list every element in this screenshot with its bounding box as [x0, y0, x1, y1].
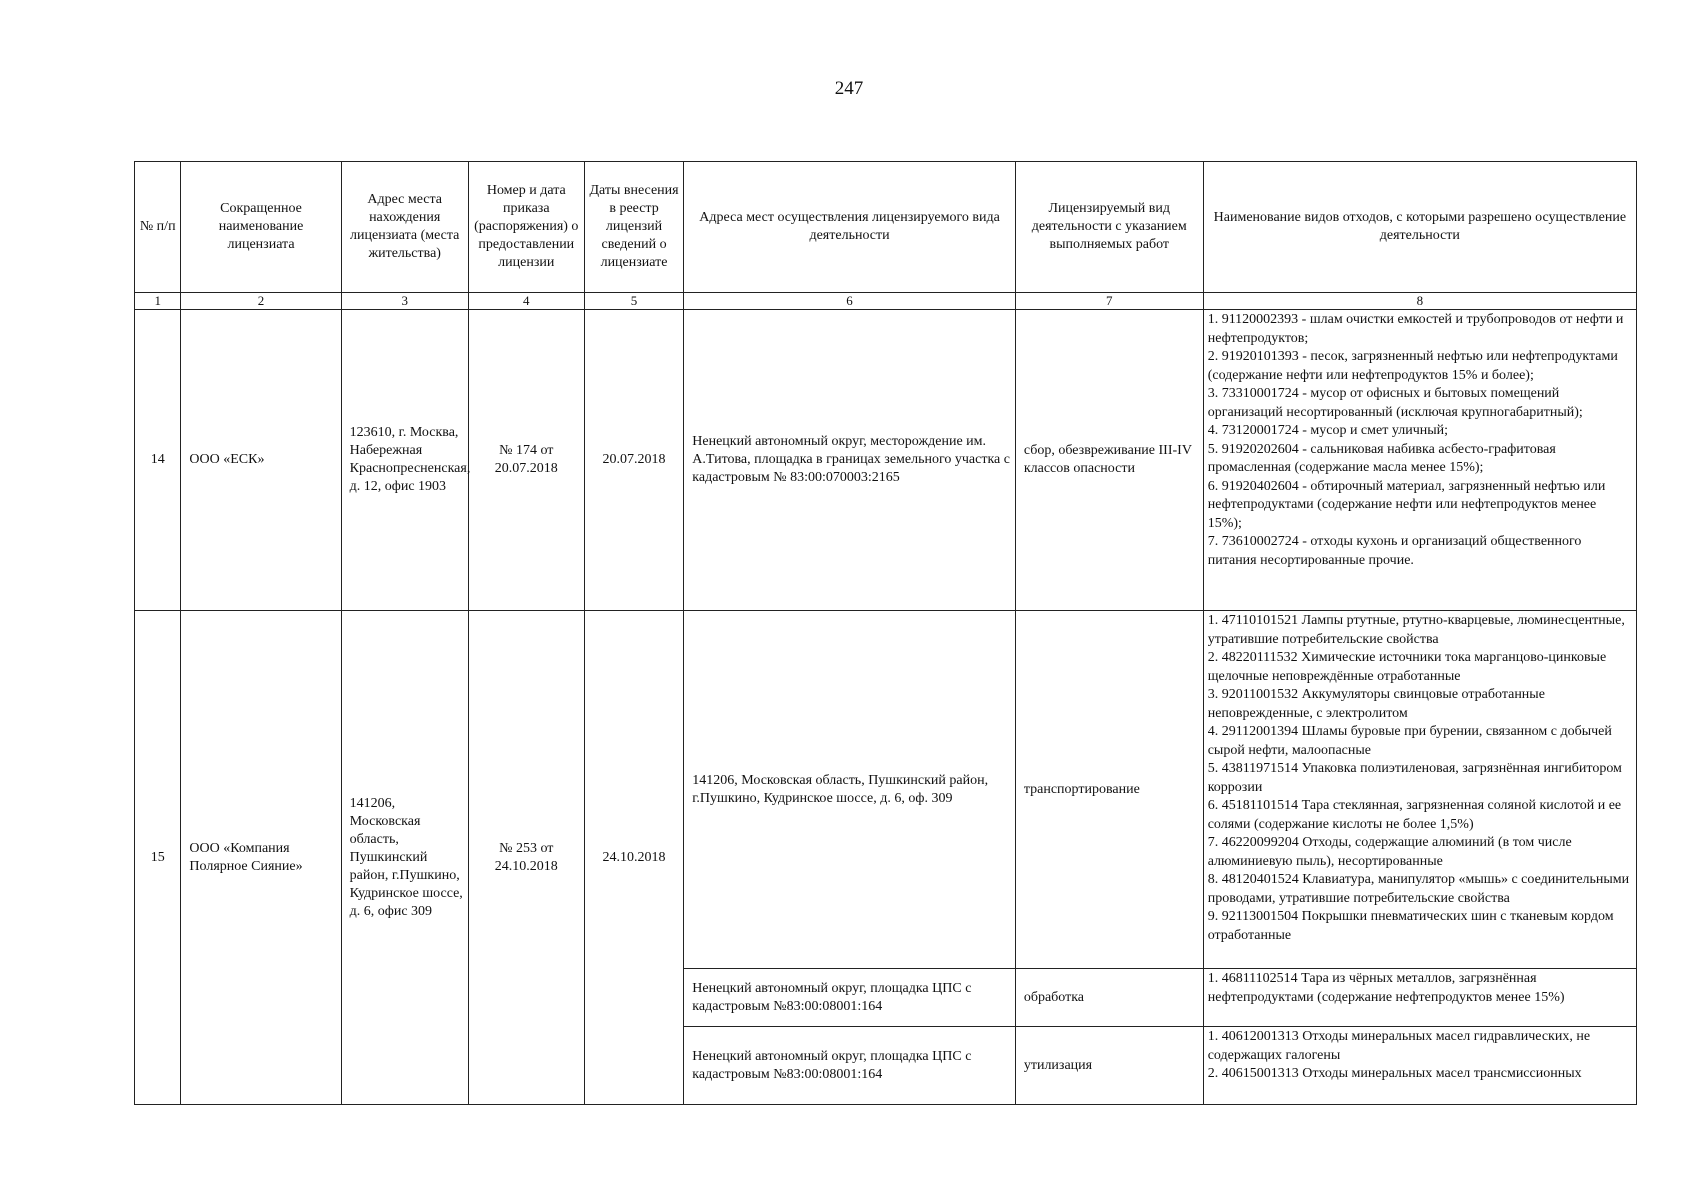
column-number: 7: [1015, 293, 1203, 310]
activity-location: Ненецкий автономный округ, месторождение им. А.Титова, площадка в границах земельного участка с кадастровым № 83:00:070003:2165: [684, 310, 1016, 611]
activity-type: утилизация: [1015, 1027, 1203, 1105]
column-number: 4: [468, 293, 584, 310]
column-number: 2: [181, 293, 341, 310]
waste-item: 5. 43811971514 Упаковка полиэтиленовая, загрязнённая ингибитором коррозии: [1207, 761, 1622, 795]
licensee-name: ООО «ЕСК»: [181, 310, 341, 611]
table-row: [135, 310, 1637, 611]
header-cell: Сокращенное наименование лицензиата: [181, 162, 341, 293]
activity-type: сбор, обезвреживание III-IV классов опасности: [1015, 310, 1203, 611]
row-number: 15: [135, 611, 181, 1105]
license-registry-table: [134, 161, 1637, 1105]
header-cell: Номер и дата приказа (распоряжения) о предоставлении лицензии: [468, 162, 584, 293]
column-number-row: [135, 293, 1637, 310]
waste-item: 9. 92113001504 Покрышки пневматических шин с тканевым кордом отработанные: [1207, 909, 1614, 943]
activity-type: обработка: [1015, 969, 1203, 1027]
activity-location: Ненецкий автономный округ, площадка ЦПС с кадастровым №83:00:08001:164: [684, 969, 1016, 1027]
table-header-row: [135, 162, 1637, 293]
waste-item: 6. 45181101514 Тара стеклянная, загрязненная соляной кислотой и ее солями (содержание кислоты не более 1,5%): [1207, 798, 1622, 832]
waste-item: 7. 73610002724 - отходы кухонь и организаций общественного питания несортированные прочие.: [1207, 534, 1582, 568]
registry-date: 24.10.2018: [584, 611, 683, 1105]
waste-item: 1. 91120002393 - шлам очистки емкостей и трубопроводов от нефти и нефтепродуктов;: [1207, 312, 1624, 346]
waste-list: [1203, 310, 1636, 611]
waste-item: 6. 91920402604 - обтирочный материал, загрязненный нефтью или нефтепродуктами (содержание нефти или нефтепродуктов менее 15%);: [1207, 478, 1606, 531]
waste-item: 4. 73120001724 - мусор и смет уличный;: [1207, 423, 1449, 438]
column-number: 6: [684, 293, 1016, 310]
activity-location: Ненецкий автономный округ, площадка ЦПС с кадастровым №83:00:08001:164: [684, 1027, 1016, 1105]
waste-item: 2. 40615001313 Отходы минеральных масел трансмиссионных: [1207, 1066, 1582, 1081]
header-cell: № п/п: [135, 162, 181, 293]
order-number-date: № 174 от 20.07.2018: [468, 310, 584, 611]
header-cell: Адреса мест осуществления лицензируемого вида деятельности: [684, 162, 1016, 293]
page-number: 247: [834, 78, 864, 99]
waste-item: 3. 92011001532 Аккумуляторы свинцовые отработанные неповрежденные, с электролитом: [1207, 687, 1545, 721]
header-cell: Даты внесения в реестр лицензий сведений о лицензиате: [584, 162, 683, 293]
licensee-address: 123610, г. Москва, Набережная Краснопресненская, д. 12, офис 1903: [341, 310, 468, 611]
header-cell: Наименование видов отходов, с которыми разрешено осуществление деятельности: [1203, 162, 1636, 293]
column-number: 8: [1203, 293, 1636, 310]
activity-location: 141206, Московская область, Пушкинский район, г.Пушкино, Кудринское шоссе, д. 6, оф. 309: [684, 611, 1016, 969]
row-number: 14: [135, 310, 181, 611]
licensee-address: 141206, Московская область, Пушкинский район, г.Пушкино, Кудринское шоссе, д. 6, офис 309: [341, 611, 468, 1105]
waste-list: [1203, 969, 1636, 1027]
waste-item: 1. 47110101521 Лампы ртутные, ртутно-кварцевые, люминесцентные, утратившие потребительские свойства: [1207, 613, 1625, 647]
waste-item: 3. 73310001724 - мусор от офисных и бытовых помещений организаций несортированный (исключая крупногабаритный);: [1207, 386, 1583, 420]
waste-item: 7. 46220099204 Отходы, содержащие алюминий (в том числе алюминиевую пыль), несортированные: [1207, 835, 1572, 869]
registry-date: 20.07.2018: [584, 310, 683, 611]
header-cell: Адрес места нахождения лицензиата (места жительства): [341, 162, 468, 293]
licensee-name: ООО «Компания Полярное Сияние»: [181, 611, 341, 1105]
waste-item: 5. 91920202604 - сальниковая набивка асбесто-графитовая промасленная (содержание масла менее 15%);: [1207, 441, 1556, 475]
waste-item: 8. 48120401524 Клавиатура, манипулятор «мышь» с соединительными проводами, утратившие потребительские свойства: [1207, 872, 1630, 906]
waste-list: [1203, 1027, 1636, 1105]
waste-item: 1. 40612001313 Отходы минеральных масел гидравлических, не содержащих галогены: [1207, 1029, 1591, 1063]
column-number: 3: [341, 293, 468, 310]
waste-item: 4. 29112001394 Шламы буровые при бурении, связанном с добычей сырой нефти, малоопасные: [1207, 724, 1612, 758]
activity-type: транспортирование: [1015, 611, 1203, 969]
table-row: [135, 611, 1637, 969]
waste-item: 2. 91920101393 - песок, загрязненный нефтью или нефтепродуктами (содержание нефти или нефтепродуктов 15% и более);: [1207, 349, 1618, 383]
order-number-date: № 253 от 24.10.2018: [468, 611, 584, 1105]
column-number: 1: [135, 293, 181, 310]
waste-list: [1203, 611, 1636, 969]
header-cell: Лицензируемый вид деятельности с указанием выполняемых работ: [1015, 162, 1203, 293]
column-number: 5: [584, 293, 683, 310]
waste-item: 2. 48220111532 Химические источники тока марганцово-цинковые щелочные неповреждённые отработанные: [1207, 650, 1607, 684]
waste-item: 1. 46811102514 Тара из чёрных металлов, загрязнённая нефтепродуктами (содержание нефтепродуктов менее 15%): [1207, 971, 1565, 1005]
